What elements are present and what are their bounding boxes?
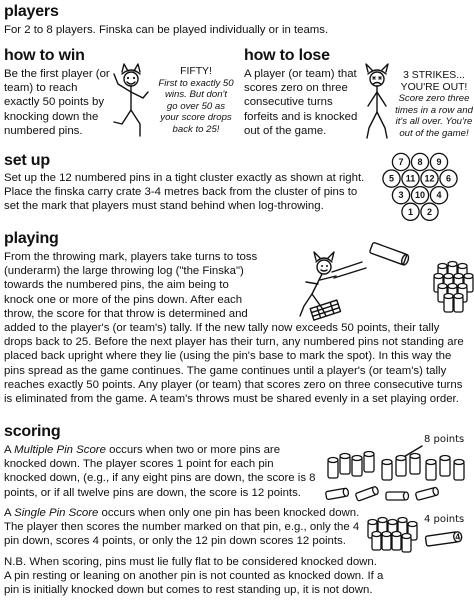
pin-number: 9 bbox=[436, 157, 442, 167]
standing-pin bbox=[328, 458, 338, 479]
pin-number: 4 bbox=[436, 190, 442, 201]
standing-pin bbox=[352, 456, 362, 477]
pin-number: 6 bbox=[445, 173, 452, 184]
four-points-label: 4 points bbox=[424, 514, 465, 525]
standing-pin bbox=[355, 486, 379, 501]
cheering-stick-figure-illustration bbox=[110, 62, 154, 140]
standing-pin bbox=[340, 454, 350, 475]
players-text: For 2 to 8 players. Finska can be played individually or in teams. bbox=[4, 24, 329, 36]
standing-pin bbox=[364, 452, 374, 473]
single-pin-score-text: A Single Pin Score occurs when only one pin has been knocked down. The player then scores the number marked on that pin, e.g., only the 4 pin down, scores 4 points, or only the 12 pin down scores 12 points. bbox=[4, 507, 360, 548]
sad-stick-figure-illustration bbox=[360, 62, 394, 142]
standing-pin bbox=[325, 488, 349, 500]
standing-pin bbox=[402, 534, 411, 553]
set-up-text: Set up the 12 numbered pins in a tight cluster exactly as shown at right. Place the finska carry crate 3-4 metres back from the cluster of pins to set the mark that players must stand behind when log-throwing. bbox=[4, 172, 365, 213]
pin-number: 12 bbox=[424, 173, 435, 184]
four-points-pins-illustration bbox=[364, 506, 474, 556]
how-to-win-heading: how to win bbox=[4, 47, 85, 64]
standing-pin bbox=[440, 456, 450, 477]
multiple-pin-score-text: A Multiple Pin Score occurs when two or more pins are knocked down. The player scores 1 point for each pin knocked down, (e.g., if any eight pins are down, the score is 8 points, or if all twelve pins are down, the score is 12 points. bbox=[4, 444, 316, 499]
standing-pin bbox=[396, 456, 406, 477]
pin-number: 10 bbox=[414, 190, 426, 201]
pin-number: 8 bbox=[417, 157, 423, 167]
standing-pin bbox=[410, 454, 420, 475]
standing-pin bbox=[382, 460, 392, 481]
playing-text-narrow: From the throwing mark, players take turns to toss (underarm) the large throwing log ("the Finska") towards the numbered pins, the aim being to knock one or more of the pins down. After each throw, the score for that throw is determined and bbox=[4, 251, 258, 320]
players-heading: players bbox=[4, 3, 59, 20]
pin-setup-diagram bbox=[368, 152, 472, 224]
standing-pin bbox=[454, 460, 464, 481]
pin-number: 3 bbox=[398, 190, 404, 201]
standing-pin bbox=[392, 532, 401, 551]
pin-number: 5 bbox=[388, 173, 395, 184]
three-strikes-note: 3 STRIKES... YOU'RE OUT! Score zero three times in a row and it's all over. You're out of the game! bbox=[395, 70, 473, 139]
standing-pin bbox=[444, 294, 453, 313]
how-to-lose-heading: how to lose bbox=[244, 47, 330, 64]
set-up-heading: set up bbox=[4, 152, 50, 169]
fallen-pin-number: 4 bbox=[454, 531, 461, 543]
scoring-heading: scoring bbox=[4, 423, 61, 440]
how-to-win-text: Be the first player (or team) to reach exactly 50 points by knocking down the numbered pins. bbox=[4, 68, 110, 137]
pin-number: 11 bbox=[405, 173, 416, 184]
pin-number: 1 bbox=[407, 206, 414, 217]
standing-pin bbox=[454, 294, 463, 313]
standing-pin bbox=[372, 532, 381, 551]
standing-pin bbox=[426, 460, 436, 481]
how-to-lose-text: A player (or team) that scores zero on three consecutive turns forfeits and is knocked out of the game. bbox=[244, 68, 358, 137]
fallen-pin bbox=[425, 532, 458, 546]
pin-number: 2 bbox=[426, 206, 433, 217]
nb-text: N.B. When scoring, pins must lie fully flat to be considered knocked down. A pin resting or leaning on another pin is not counted as knocked down. If a pin is initially knocked down but comes to rest standing up, it is not down. bbox=[4, 556, 384, 597]
standing-pin bbox=[415, 487, 439, 501]
standing-pin bbox=[382, 532, 391, 551]
eight-points-label: 8 points bbox=[424, 434, 465, 445]
playing-text-wide: added to the player's (or team's) tally. If the new tally now exceeds 50 points, their tally drops back to 25. Before the next player has their turn, any numbered pins not standing are placed back upright where they lie (using the pin's base to mark the spot). In this way the pins spread as the game continues. The game continues until a player's (or team's) tally reaches exactly 50 points. Any player (or team) that scores zero on three consecutive turns is eliminated from the game. A team's throws must be shared evenly in a set playing order. bbox=[4, 322, 464, 406]
pin-number: 7 bbox=[398, 157, 404, 167]
throwing-figure-illustration bbox=[298, 236, 474, 322]
playing-heading: playing bbox=[4, 230, 59, 247]
fifty-note: FIFTY! First to exactly 50 wins. But don't go over 50 as your score drops back to 25! bbox=[158, 66, 234, 135]
standing-pin bbox=[386, 492, 409, 500]
eight-points-pins-illustration bbox=[322, 428, 472, 498]
